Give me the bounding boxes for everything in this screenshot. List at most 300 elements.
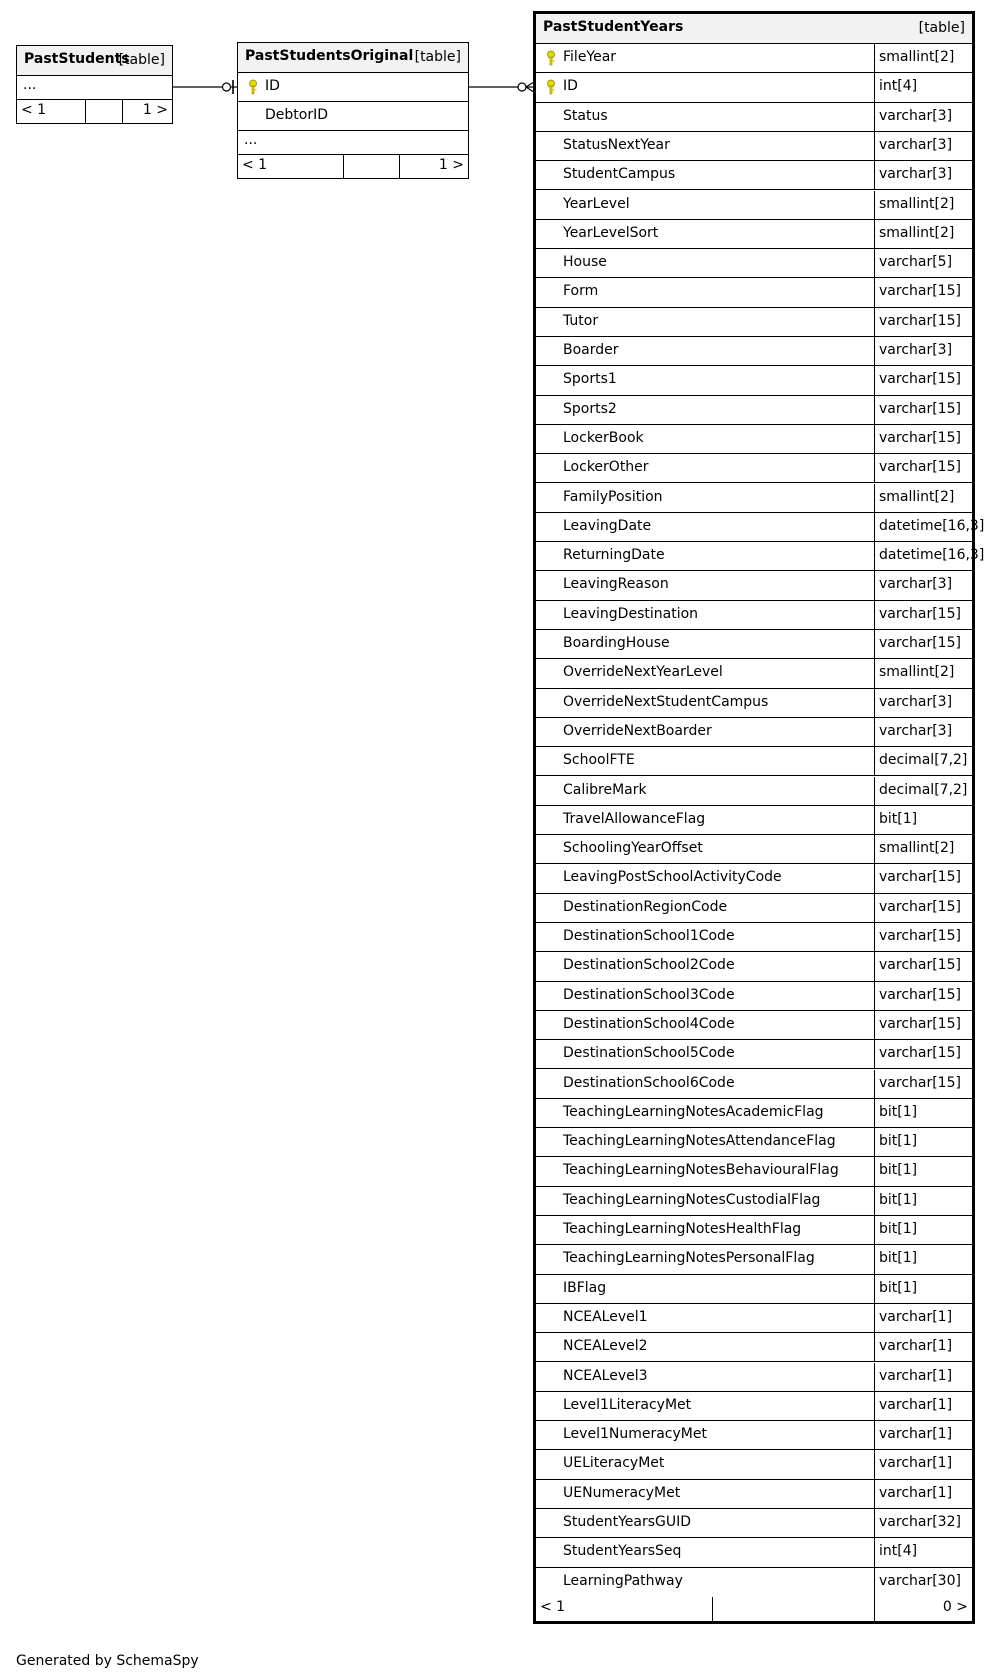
column-type: smallint[2] — [879, 224, 955, 241]
generated-by-credit: Generated by SchemaSpy — [16, 1653, 199, 1669]
column-row-destinationschool2code[interactable] — [536, 952, 972, 981]
column-type: varchar[15] — [879, 312, 961, 329]
column-type-cell — [874, 44, 972, 72]
column-type-cell — [874, 484, 972, 512]
footer-parents-count: < 1 — [21, 102, 47, 118]
column-name: StudentCampus — [563, 166, 676, 183]
column-type-cell — [874, 1480, 972, 1508]
column-name-cell — [536, 1245, 874, 1273]
table-past-students[interactable] — [16, 45, 173, 124]
column-row-level1literacymet[interactable] — [536, 1392, 972, 1421]
column-row-studentyearsseq[interactable] — [536, 1538, 972, 1567]
column-name: TeachingLearningNotesPersonalFlag — [563, 1250, 815, 1267]
column-type-cell — [874, 718, 972, 746]
column-type-cell — [874, 1040, 972, 1068]
column-name-cell — [536, 396, 874, 424]
column-name-cell — [536, 1480, 874, 1508]
column-row-id[interactable] — [238, 73, 468, 102]
column-name: LockerBook — [563, 429, 644, 446]
column-name-cell — [536, 1070, 874, 1098]
table-footer — [238, 155, 468, 178]
column-name-cell — [536, 718, 874, 746]
column-type: varchar[1] — [879, 1396, 953, 1413]
column-name: DestinationSchool1Code — [563, 928, 735, 944]
column-type: varchar[15] — [879, 869, 961, 886]
column-name-cell — [536, 806, 874, 834]
column-name: Level1NumeracyMet — [563, 1426, 707, 1443]
column-type-cell — [874, 191, 972, 219]
column-name-cell — [536, 923, 874, 951]
column-type-cell — [874, 249, 972, 277]
column-type-cell — [874, 1128, 972, 1156]
column-name: LeavingDestination — [563, 605, 699, 622]
column-row-tutor[interactable] — [536, 308, 972, 337]
column-row-familyposition[interactable] — [536, 484, 972, 513]
footer-parents-count: < 1 — [242, 157, 268, 173]
column-name-cell — [536, 894, 874, 922]
column-row-destinationschool1code[interactable] — [536, 923, 972, 952]
footer-spacer — [85, 100, 122, 123]
column-type-cell — [874, 366, 972, 394]
column-row-ibflag[interactable] — [536, 1275, 972, 1304]
column-type: varchar[1] — [879, 1338, 953, 1355]
column-row-uenumeracymet[interactable] — [536, 1480, 972, 1509]
column-type-cell — [874, 278, 972, 306]
column-row-sports1[interactable] — [536, 366, 972, 395]
column-name-cell — [536, 73, 874, 101]
column-type: varchar[3] — [879, 693, 953, 710]
column-name: UELiteracyMet — [563, 1455, 665, 1472]
column-type-cell — [874, 308, 972, 336]
column-row-teachinglearningnotesacademicflag[interactable] — [536, 1099, 972, 1128]
column-name-cell — [536, 425, 874, 453]
column-name-cell — [536, 1099, 874, 1127]
column-type-cell — [874, 1509, 972, 1537]
column-name: House — [563, 254, 607, 271]
column-type-cell — [874, 571, 972, 599]
column-row-status[interactable] — [536, 103, 972, 132]
column-name-cell — [536, 454, 874, 482]
column-row-studentyearsguid[interactable] — [536, 1509, 972, 1538]
column-name: SchoolingYearOffset — [563, 840, 703, 857]
column-name-cell — [536, 601, 874, 629]
column-type: varchar[15] — [879, 635, 961, 651]
column-type: smallint[2] — [879, 195, 955, 212]
column-type: decimal[7,2] — [879, 752, 968, 769]
column-type: int[4] — [879, 1543, 918, 1560]
column-type-cell — [874, 542, 985, 570]
column-row-statusnextyear[interactable] — [536, 132, 972, 161]
column-row-ncealevel2[interactable] — [536, 1333, 972, 1362]
column-name: LockerOther — [563, 459, 649, 476]
footer-spacer — [343, 155, 399, 178]
column-name-cell — [536, 1275, 874, 1303]
table-header[interactable] — [536, 14, 972, 44]
column-type-cell — [874, 103, 972, 131]
column-row-overridenextboarder[interactable] — [536, 718, 972, 747]
column-type-cell — [874, 923, 972, 951]
column-name: TeachingLearningNotesHealthFlag — [563, 1221, 802, 1237]
column-type: bit[1] — [879, 1250, 918, 1267]
column-name: OverrideNextBoarder — [563, 722, 712, 739]
footer-parents-count: < 1 — [540, 1598, 566, 1615]
column-type: varchar[3] — [879, 576, 953, 593]
column-name: TravelAllowanceFlag — [563, 810, 706, 827]
column-name-cell — [536, 161, 874, 189]
column-row-leavingdestination[interactable] — [536, 601, 972, 630]
column-type: varchar[3] — [879, 166, 953, 183]
column-row-overridenextyearlevel[interactable] — [536, 659, 972, 688]
column-name: OverrideNextStudentCampus — [563, 693, 769, 710]
column-name-cell — [536, 1157, 874, 1185]
column-type-cell — [874, 1568, 972, 1597]
column-name-cell — [536, 278, 874, 306]
column-type: bit[1] — [879, 1133, 918, 1150]
column-row-travelallowanceflag[interactable] — [536, 806, 972, 835]
footer-children — [122, 100, 172, 123]
column-row-yearlevelsort[interactable] — [536, 220, 972, 249]
column-name: FamilyPosition — [563, 488, 663, 505]
column-name: LeavingPostSchoolActivityCode — [563, 869, 782, 886]
column-type-cell — [874, 806, 972, 834]
table-past-students-original[interactable] — [237, 42, 469, 179]
column-name: SchoolFTE — [563, 752, 635, 769]
column-name: DestinationSchool2Code — [563, 957, 735, 974]
column-name-cell — [536, 1363, 874, 1391]
table-header[interactable] — [238, 43, 468, 73]
column-type: smallint[2] — [879, 488, 955, 505]
ellipsis-text: ... — [244, 132, 258, 148]
table-name: PastStudentYears — [543, 19, 684, 35]
column-row-leavingpostschoolactivitycode[interactable] — [536, 864, 972, 893]
column-name-cell — [536, 337, 874, 365]
column-type: bit[1] — [879, 1191, 918, 1208]
footer-children-count: 1 > — [142, 102, 168, 118]
column-name: NCEALevel2 — [563, 1338, 648, 1355]
footer-children — [874, 1597, 972, 1621]
column-row-leavingreason[interactable] — [536, 571, 972, 600]
column-type-cell — [874, 1392, 972, 1420]
column-type-cell — [874, 1421, 972, 1449]
column-name-cell — [536, 1011, 874, 1039]
table-name: PastStudents — [24, 51, 130, 67]
column-type: varchar[15] — [879, 928, 961, 944]
column-type: varchar[5] — [879, 254, 953, 271]
table-past-student-years[interactable] — [533, 11, 985, 1624]
column-row-level1numeracymet[interactable] — [536, 1421, 972, 1450]
column-type: datetime[16,3] — [879, 547, 985, 564]
footer-children — [399, 155, 468, 178]
column-type: smallint[2] — [879, 49, 955, 65]
column-type: varchar[15] — [879, 1015, 961, 1032]
footer-parents — [238, 155, 343, 178]
column-type: bit[1] — [879, 1162, 918, 1179]
column-name-cell — [536, 249, 874, 277]
column-row-teachinglearningnotesbehaviouralflag[interactable] — [536, 1157, 972, 1186]
column-row-ueliteracymet[interactable] — [536, 1450, 972, 1479]
key-icon — [544, 50, 558, 66]
column-type: varchar[15] — [879, 371, 961, 388]
column-type: smallint[2] — [879, 840, 955, 857]
column-name: TeachingLearningNotesAttendanceFlag — [563, 1133, 836, 1150]
column-type-cell — [874, 982, 972, 1010]
column-type-cell — [874, 835, 972, 863]
column-type-cell — [874, 1157, 972, 1185]
column-name-cell — [536, 1450, 874, 1478]
column-name-cell — [536, 366, 874, 394]
column-row-calibremark[interactable] — [536, 777, 972, 806]
column-name-cell — [536, 484, 874, 512]
column-type-cell — [874, 1450, 972, 1478]
column-name: ID — [563, 78, 578, 95]
column-name-cell — [536, 1040, 874, 1068]
column-type: varchar[15] — [879, 400, 961, 417]
column-name-cell — [536, 864, 874, 892]
column-row-lockerother[interactable] — [536, 454, 972, 483]
column-row-destinationregioncode[interactable] — [536, 894, 972, 923]
column-name-cell — [536, 1568, 874, 1597]
column-name: DestinationSchool5Code — [563, 1045, 735, 1062]
column-type: varchar[30] — [879, 1572, 961, 1589]
column-name: Sports1 — [563, 371, 617, 388]
column-row-teachinglearningnotescustodialflag[interactable] — [536, 1187, 972, 1216]
column-type-cell — [874, 1099, 972, 1127]
column-name-cell — [536, 1216, 874, 1244]
column-name: ReturningDate — [563, 547, 665, 564]
column-row-fileyear[interactable] — [536, 44, 972, 73]
column-type-cell — [874, 952, 972, 980]
column-type: bit[1] — [879, 1103, 918, 1120]
column-type-cell — [874, 630, 972, 658]
column-name: NCEALevel3 — [563, 1367, 648, 1384]
column-type: varchar[15] — [879, 1045, 961, 1062]
column-name: TeachingLearningNotesAcademicFlag — [563, 1103, 824, 1120]
column-row-schoolfte[interactable] — [536, 747, 972, 776]
table-kind: [table] — [918, 20, 965, 36]
column-row-overridenextstudentcampus[interactable] — [536, 689, 972, 718]
column-name-cell — [536, 982, 874, 1010]
column-row-lockerbook[interactable] — [536, 425, 972, 454]
column-name: LeavingReason — [563, 576, 669, 593]
column-name-cell — [536, 952, 874, 980]
column-row-debtorid[interactable] — [238, 102, 468, 131]
column-type-cell — [874, 73, 972, 101]
column-name: Sports2 — [563, 400, 617, 417]
column-name-cell — [536, 220, 874, 248]
column-row-ncealevel1[interactable] — [536, 1304, 972, 1333]
column-type-cell — [874, 513, 985, 541]
column-name: DebtorID — [265, 107, 328, 123]
column-type: varchar[15] — [879, 283, 961, 300]
column-name-cell — [536, 44, 874, 72]
column-row-schoolingyearoffset[interactable] — [536, 835, 972, 864]
column-name: LearningPathway — [563, 1572, 683, 1589]
column-name-cell — [536, 1128, 874, 1156]
relationship-connector-past-students-original — [469, 80, 537, 94]
column-name-cell — [536, 1421, 874, 1449]
table-header[interactable] — [17, 46, 172, 76]
column-type: varchar[15] — [879, 957, 961, 974]
column-name-cell — [536, 1304, 874, 1332]
column-type: varchar[15] — [879, 898, 961, 915]
column-name-cell — [536, 1538, 874, 1566]
column-row-boardinghouse[interactable] — [536, 630, 972, 659]
column-name: Status — [563, 107, 608, 124]
column-type: int[4] — [879, 78, 918, 95]
column-type: bit[1] — [879, 810, 918, 827]
column-type: varchar[3] — [879, 342, 953, 358]
column-name-cell — [536, 132, 874, 160]
column-type-cell — [874, 601, 972, 629]
column-name: FileYear — [563, 49, 617, 65]
column-name-cell — [536, 689, 874, 717]
column-type-cell — [874, 454, 972, 482]
column-type: bit[1] — [879, 1279, 918, 1296]
column-name-cell — [536, 513, 874, 541]
column-name: StudentYearsSeq — [563, 1543, 682, 1560]
column-name: TeachingLearningNotesBehaviouralFlag — [563, 1162, 839, 1179]
column-name-cell — [536, 777, 874, 805]
column-name-cell — [536, 571, 874, 599]
column-type-cell — [874, 1304, 972, 1332]
column-name: DestinationRegionCode — [563, 898, 728, 915]
column-name: YearLevel — [563, 195, 630, 212]
column-type-cell — [874, 220, 972, 248]
column-type: varchar[15] — [879, 459, 961, 476]
column-type: varchar[3] — [879, 722, 953, 739]
column-row-yearlevel[interactable] — [536, 191, 972, 220]
table-kind: [table] — [414, 49, 461, 65]
column-row-ncealevel3[interactable] — [536, 1363, 972, 1392]
column-row-form[interactable] — [536, 278, 972, 307]
column-type: varchar[15] — [879, 986, 961, 1003]
column-name-cell — [536, 1392, 874, 1420]
column-type: datetime[16,3] — [879, 517, 985, 534]
column-type: varchar[1] — [879, 1426, 953, 1443]
column-row-returningdate[interactable] — [536, 542, 985, 571]
column-type-cell — [874, 425, 972, 453]
column-name: StudentYearsGUID — [563, 1514, 692, 1530]
column-name: YearLevelSort — [563, 224, 659, 241]
column-row-id[interactable] — [536, 73, 972, 102]
column-row-leavingdate[interactable] — [536, 513, 985, 542]
column-name-cell — [536, 308, 874, 336]
column-name-cell — [536, 659, 874, 687]
column-name: StatusNextYear — [563, 136, 670, 153]
column-type-cell — [874, 1216, 972, 1244]
column-type-cell — [874, 1275, 972, 1303]
column-name-cell — [536, 1333, 874, 1361]
column-type-cell — [874, 1011, 972, 1039]
column-type-cell — [874, 161, 972, 189]
column-name-cell — [536, 747, 874, 775]
column-row-house[interactable] — [536, 249, 972, 278]
column-row-studentcampus[interactable] — [536, 161, 972, 190]
column-name-cell — [536, 835, 874, 863]
column-name: Form — [563, 283, 599, 300]
column-type-cell — [874, 864, 972, 892]
column-type-cell — [874, 1538, 972, 1566]
column-name: NCEALevel1 — [563, 1308, 648, 1325]
column-type-cell — [874, 1070, 972, 1098]
column-type: decimal[7,2] — [879, 781, 968, 798]
column-name: ID — [265, 78, 280, 94]
relationship-connector-past-students — [173, 80, 237, 94]
column-name-cell — [536, 630, 874, 658]
column-type-cell — [874, 1187, 972, 1215]
column-row-learningpathway[interactable] — [536, 1568, 972, 1597]
column-row-destinationschool3code[interactable] — [536, 982, 972, 1011]
column-name-cell — [536, 191, 874, 219]
column-name: TeachingLearningNotesCustodialFlag — [563, 1191, 821, 1208]
column-row-teachinglearningnoteshealthflag[interactable] — [536, 1216, 972, 1245]
column-type-cell — [874, 689, 972, 717]
ellipsis-row — [238, 131, 468, 155]
column-type: varchar[15] — [879, 429, 961, 446]
footer-parents — [17, 100, 85, 123]
column-row-destinationschool6code[interactable] — [536, 1070, 972, 1099]
column-name: Tutor — [563, 312, 599, 329]
column-type: varchar[15] — [879, 1074, 961, 1091]
column-type: varchar[3] — [879, 136, 953, 153]
column-type: varchar[32] — [879, 1514, 961, 1530]
column-type-cell — [874, 894, 972, 922]
column-name-cell — [536, 103, 874, 131]
column-row-sports2[interactable] — [536, 396, 972, 425]
column-name-cell — [536, 1509, 874, 1537]
column-name: LeavingDate — [563, 517, 652, 534]
key-icon — [544, 79, 558, 95]
column-type-cell — [874, 132, 972, 160]
column-name-cell — [536, 1187, 874, 1215]
column-type: varchar[3] — [879, 107, 953, 124]
column-type: varchar[1] — [879, 1484, 953, 1501]
column-name: DestinationSchool4Code — [563, 1015, 735, 1032]
ellipsis-row — [17, 76, 172, 100]
column-type-cell — [874, 337, 972, 365]
column-row-destinationschool4code[interactable] — [536, 1011, 972, 1040]
footer-children-count: 0 > — [942, 1598, 968, 1615]
key-icon — [246, 79, 260, 95]
column-name: Level1LiteracyMet — [563, 1396, 692, 1413]
table-kind: [table] — [118, 52, 165, 68]
column-type: varchar[1] — [879, 1367, 953, 1384]
column-row-teachinglearningnotespersonalflag[interactable] — [536, 1245, 972, 1274]
column-type: varchar[15] — [879, 605, 961, 622]
column-row-teachinglearningnotesattendanceflag[interactable] — [536, 1128, 972, 1157]
column-type-cell — [874, 777, 972, 805]
column-row-destinationschool5code[interactable] — [536, 1040, 972, 1069]
column-row-boarder[interactable] — [536, 337, 972, 366]
column-name: BoardingHouse — [563, 635, 670, 651]
column-type-cell — [874, 1363, 972, 1391]
ellipsis-text: ... — [23, 77, 37, 93]
table-name: PastStudentsOriginal — [245, 48, 414, 64]
column-type-cell — [874, 396, 972, 424]
table-footer — [536, 1597, 972, 1621]
column-name: UENumeracyMet — [563, 1484, 681, 1501]
column-type: bit[1] — [879, 1221, 918, 1237]
column-type: varchar[1] — [879, 1455, 953, 1472]
column-type: smallint[2] — [879, 664, 955, 681]
footer-spacer — [712, 1597, 874, 1621]
column-type-cell — [874, 659, 972, 687]
column-type: varchar[1] — [879, 1308, 953, 1325]
column-name: DestinationSchool3Code — [563, 986, 735, 1003]
column-type-cell — [874, 1245, 972, 1273]
column-name: OverrideNextYearLevel — [563, 664, 723, 681]
footer-children-count: 1 > — [438, 157, 464, 173]
